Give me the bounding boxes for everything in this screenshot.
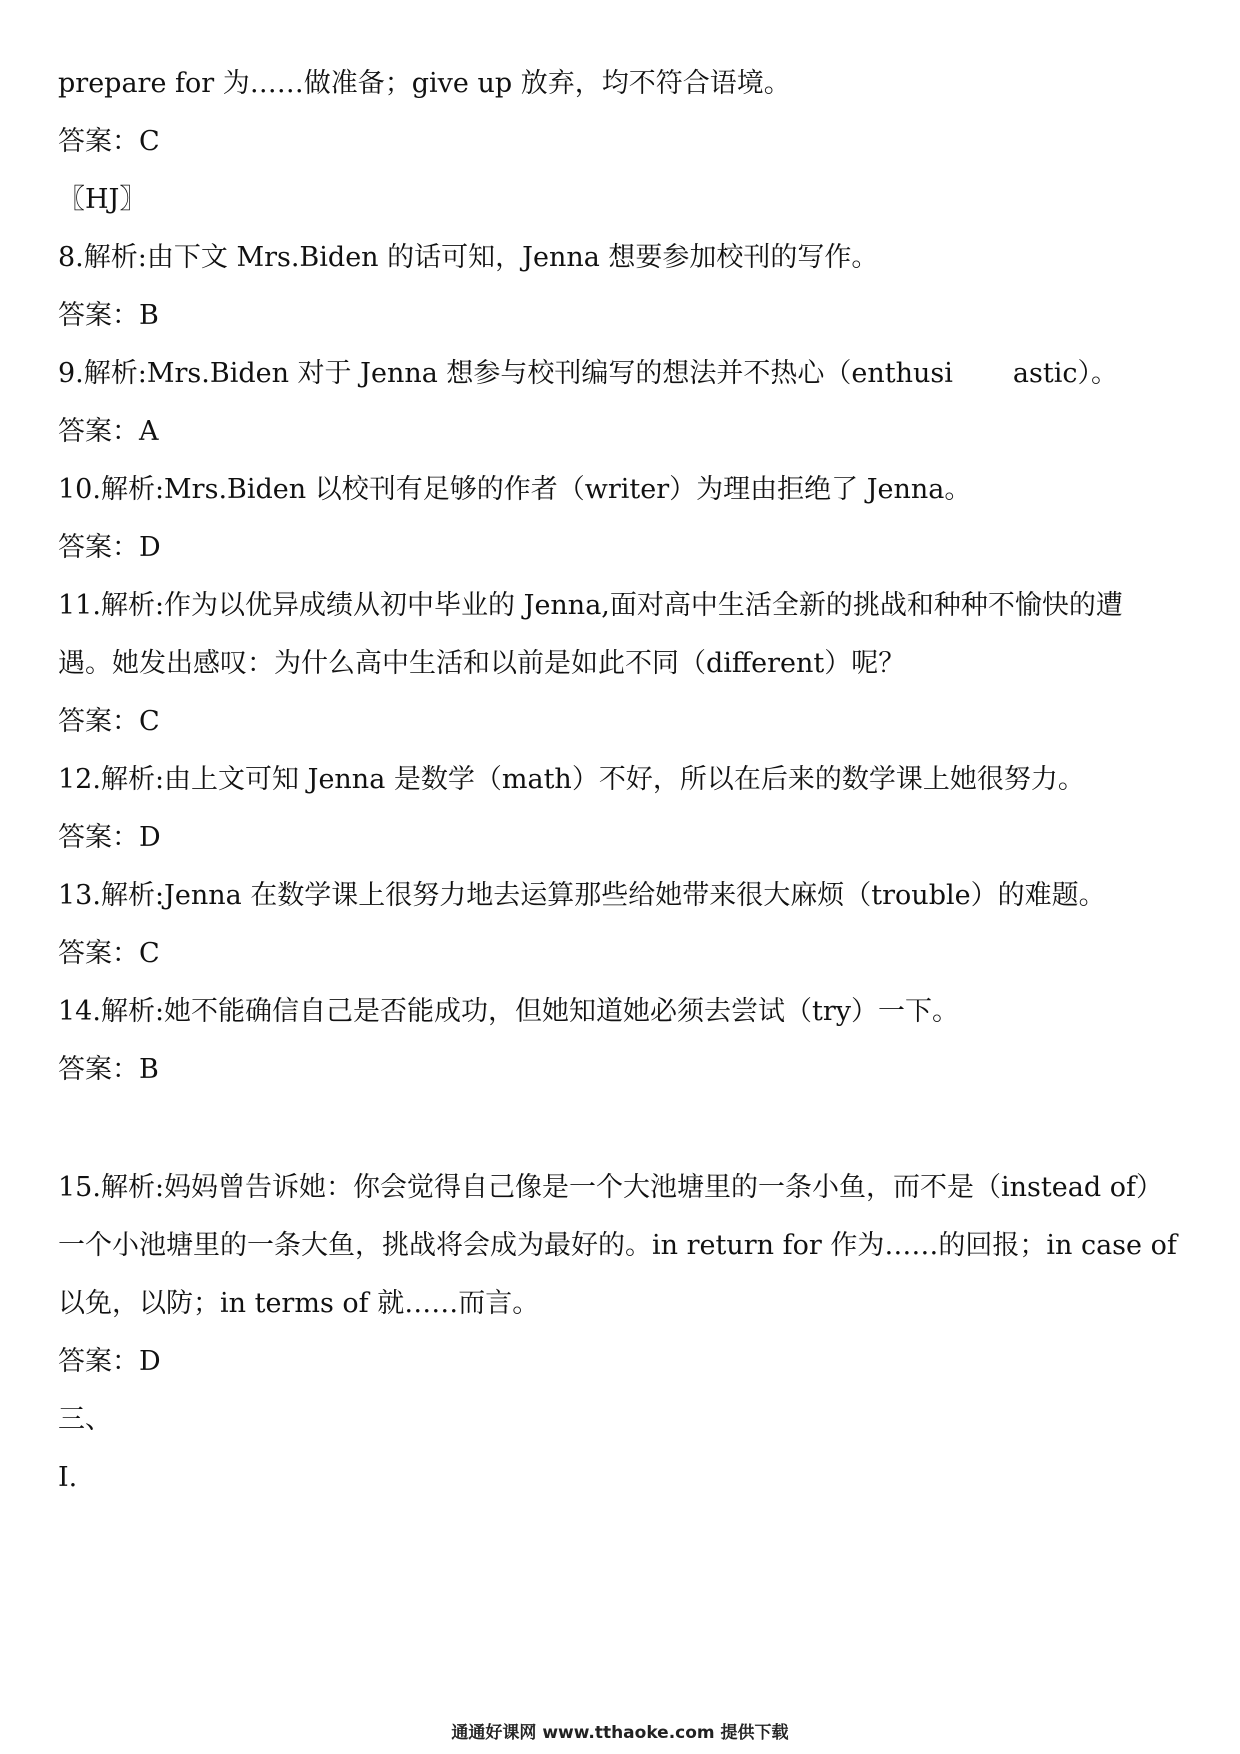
answer-line-13: 答案：C xyxy=(58,938,160,969)
section-heading-three: 三、 xyxy=(58,1404,112,1435)
explanation-12: 12.解析:由上文可知 Jenna 是数学（math）不好，所以在后来的数学课上她很努力。 xyxy=(58,764,1085,795)
explanation-9-part-2: astic）。 xyxy=(1012,358,1118,389)
answer-line-8: 答案：B xyxy=(58,300,159,331)
explanation-14: 14.解析:她不能确信自己是否能成功，但她知道她必须去尝试（try）一下。 xyxy=(58,996,960,1027)
page-footer: 通通好课网 www.tthaoke.com 提供下载 xyxy=(451,1723,789,1743)
explanation-15-line-3: 以免，以防；in terms of 就……而言。 xyxy=(58,1288,540,1319)
answer-line-10: 答案：D xyxy=(58,532,161,563)
explanation-10: 10.解析:Mrs.Biden 以校刊有足够的作者（writer）为理由拒绝了 Jenna。 xyxy=(58,474,972,505)
explanation-15-line-1: 15.解析:妈妈曾告诉她：你会觉得自己像是一个大池塘里的一条小鱼，而不是（instead of） xyxy=(58,1172,1163,1203)
explanation-9 xyxy=(58,354,1188,394)
text-line-1: prepare for 为……做准备；give up 放弃，均不符合语境。 xyxy=(58,68,791,99)
explanation-9-part-1: 9.解析:Mrs.Biden 对于 Jenna 想参与校刊编写的想法并不热心（enthusi xyxy=(58,358,953,389)
explanation-15-line-2: 一个小池塘里的一条大鱼，挑战将会成为最好的。in return for 作为……的回报；in case of xyxy=(58,1230,1177,1261)
answer-line-14: 答案：B xyxy=(58,1054,159,1085)
answer-line-12: 答案：D xyxy=(58,822,161,853)
hj-marker: 〖HJ〗 xyxy=(58,184,147,215)
answer-line-15: 答案：D xyxy=(58,1346,161,1377)
answer-line-9: 答案：A xyxy=(58,416,159,447)
answer-line-11: 答案：C xyxy=(58,706,160,737)
explanation-11-line-2: 遇。她发出感叹：为什么高中生活和以前是如此不同（different）呢？ xyxy=(58,648,906,679)
explanation-13: 13.解析:Jenna 在数学课上很努力地去运算那些给她带来很大麻烦（trouble）的难题。 xyxy=(58,880,1106,911)
subsection-heading-one: Ⅰ. xyxy=(58,1462,78,1493)
explanation-8: 8.解析:由下文 Mrs.Biden 的话可知，Jenna 想要参加校刊的写作。 xyxy=(58,242,879,273)
explanation-11-line-1: 11.解析:作为以优异成绩从初中毕业的 Jenna,面对高中生活全新的挑战和种种不愉快的遭 xyxy=(58,590,1123,621)
answer-line-7: 答案：C xyxy=(58,126,160,157)
